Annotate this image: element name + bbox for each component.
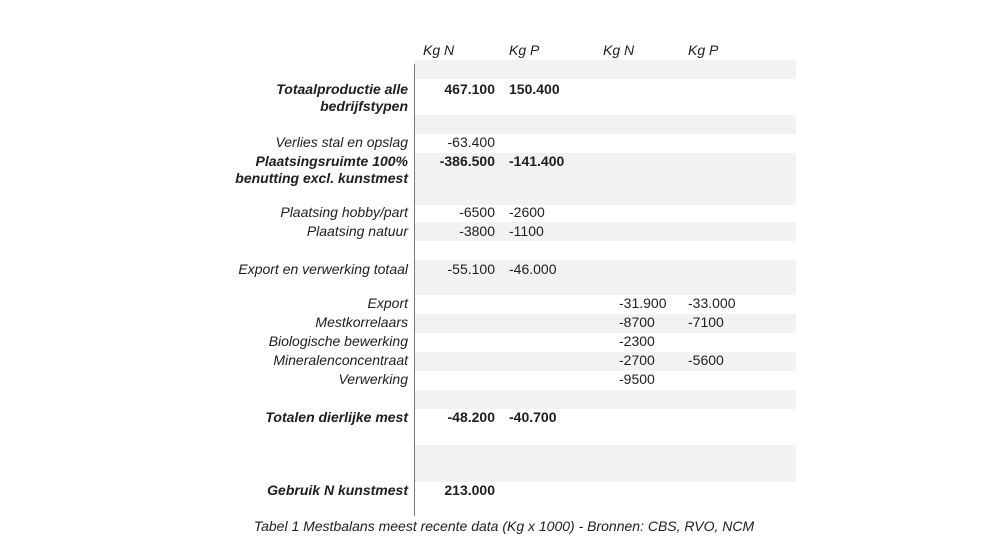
value-kg-n: -3800: [459, 223, 495, 239]
column-header-kg-p: Kg P: [509, 42, 540, 58]
value-kg-n: -55.100: [447, 261, 495, 277]
value-kg-n-detail: -31.900: [619, 295, 667, 311]
row-label: Plaatsing natuur: [306, 223, 408, 239]
row-label: Export: [367, 295, 408, 311]
row-band: [414, 352, 796, 371]
row-band: [414, 445, 796, 482]
value-kg-n: -48.200: [447, 409, 495, 425]
column-header-kg-n-detail: Kg N: [603, 42, 635, 58]
value-kg-n: 213.000: [444, 482, 495, 498]
row-band: [414, 115, 796, 134]
value-kg-n-detail: -8700: [619, 314, 655, 330]
row-band: [414, 314, 796, 333]
column-header-kg-n: Kg N: [423, 42, 455, 58]
value-kg-n-detail: -2300: [619, 333, 655, 349]
row-label: Biologische bewerking: [268, 333, 408, 349]
value-kg-n: -386.500: [439, 153, 495, 169]
table-caption: Tabel 1 Mestbalans meest recente data (Kg x 1000) - Bronnen: CBS, RVO, NCM: [253, 518, 755, 534]
value-kg-p: -141.400: [509, 153, 565, 169]
value-kg-p: 150.400: [509, 81, 560, 97]
value-kg-p: -1100: [509, 223, 544, 239]
value-kg-n: -63.400: [447, 134, 495, 150]
row-label: Gebruik N kunstmest: [267, 482, 408, 498]
row-label: Totalen dierlijke mest: [265, 409, 408, 425]
row-label: Plaatsingsruimte 100% benutting excl. kunstmest: [235, 153, 408, 186]
row-band: [414, 60, 796, 79]
value-kg-n: -6500: [459, 204, 495, 220]
row-label: Plaatsing hobby/part: [280, 204, 408, 220]
value-kg-n-detail: -2700: [619, 352, 655, 368]
row-label: Mineralenconcentraat: [273, 352, 408, 368]
value-kg-n: 467.100: [444, 81, 495, 97]
value-kg-p-detail: -7100: [688, 314, 724, 330]
row-label: Export en verwerking totaal: [238, 261, 408, 277]
value-kg-p: -46.000: [509, 261, 557, 277]
row-band: [414, 390, 796, 409]
column-divider: [414, 64, 415, 516]
value-kg-p-detail: -33.000: [688, 295, 736, 311]
value-kg-p: -2600: [509, 204, 545, 220]
row-label: Verlies stal en opslag: [275, 134, 408, 150]
value-kg-p-detail: -5600: [688, 352, 724, 368]
row-label: Totaalproductie alle bedrijfstypen: [276, 81, 408, 114]
value-kg-n-detail: -9500: [619, 371, 655, 387]
column-header-kg-p-detail: Kg P: [688, 42, 719, 58]
row-label: Verwerking: [338, 371, 408, 387]
value-kg-p: -40.700: [509, 409, 557, 425]
row-label: Mestkorrelaars: [315, 314, 408, 330]
